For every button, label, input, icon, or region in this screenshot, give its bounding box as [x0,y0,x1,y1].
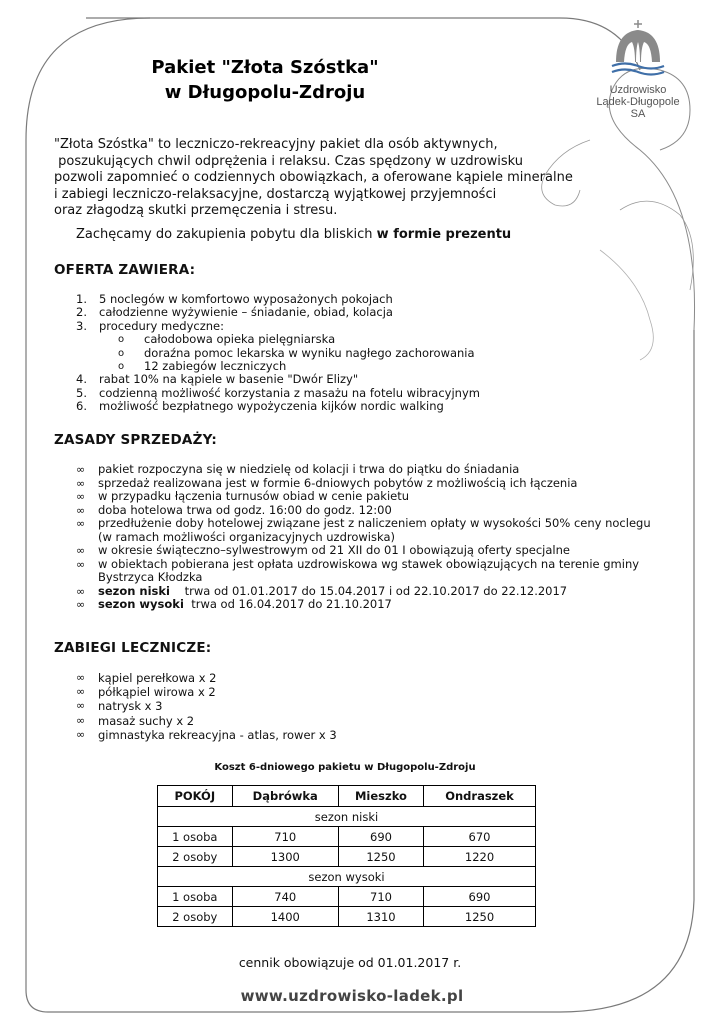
list-item [76,728,337,742]
table-row [158,887,536,907]
intro-line: pozwoli zapomnieć o codziennych obowiązkach, a oferowane kąpiele mineralne [54,170,573,185]
infinity-bullet-icon: ∞ [76,517,86,530]
list-item [76,293,480,306]
season-row [158,867,536,887]
table-cell: 740 [232,887,338,907]
table-cell: 690 [338,827,423,847]
price-validity-note: cennik obowiązuje od 01.01.2017 r. [238,955,462,970]
company-logo [590,18,686,120]
table-cell: 1310 [338,907,423,927]
intro-line: "Złota Szóstka" to leczniczo-rekreacyjny pakiet dla osób aktywnych, [54,137,498,152]
price-table-caption: Koszt 6-dniowego pakietu w Długopolu-Zdroju [214,762,476,773]
table-cell: 1400 [232,907,338,927]
item-text: trwa od 16.04.2017 do 21.10.2017 [183,597,392,611]
infinity-bullet-icon: ∞ [76,557,86,571]
invite-text: Zachęcamy do zakupienia pobytu dla bliskich [76,227,377,242]
item-text: procedury medyczne: [99,318,224,333]
header-cell: Mieszko [338,786,423,807]
list-item [76,699,337,713]
sub-bullet-icon: o [118,347,125,359]
season-high-label: sezon wysoki [98,597,184,611]
infinity-bullet-icon: ∞ [76,671,86,684]
rules-heading: ZASADY SPRZEDAŻY: [54,432,217,448]
gift-invitation [76,227,511,242]
invite-bold-text: w formie prezentu [376,227,512,242]
infinity-bullet-icon: ∞ [76,503,86,517]
table-cell: 2 osoby [158,847,233,867]
list-item [76,400,480,413]
table-cell: 670 [424,827,536,847]
infinity-bullet-icon: ∞ [76,685,86,699]
website-link[interactable]: www.uzdrowisko-ladek.pl [240,987,464,1005]
sub-bullet-icon: o [118,361,125,373]
table-cell: 1250 [424,907,536,927]
price-table [157,785,536,927]
treatments-list [76,671,337,742]
infinity-bullet-icon: ∞ [76,713,86,727]
list-item [76,387,480,400]
infinity-bullet-icon: ∞ [76,584,86,598]
table-cell: 1220 [424,847,536,867]
title-line-1: Pakiet "Złota Szóstka" [151,57,379,78]
table-cell: 2 osoby [158,907,233,927]
offer-heading: OFERTA ZAWIERA: [54,262,196,278]
intro-line: oraz złagodzą skutki przemęczenia i stresu. [54,203,338,218]
item-number: 4. [76,372,87,387]
item-text: natrysk x 3 [98,699,163,714]
sub-item-text: doraźna pomoc lekarska w wyniku nagłego zachorowania [144,345,475,360]
item-text: rabat 10% na kąpiele w basenie "Dwór Elizy" [99,372,359,387]
item-text: w obiektach pobierana jest opłata uzdrowiskowa wg stawek obowiązujących na terenie gminy [98,556,640,571]
table-row [158,827,536,847]
item-text: w przypadku łączenia turnusów obiad w cenie pakietu [98,489,410,503]
item-text: trwa od 01.01.2017 do 15.04.2017 i od 22.10.2017 do 22.12.2017 [170,583,568,598]
item-text: masaż suchy x 2 [98,713,195,728]
sub-bullet-icon: o [118,334,125,346]
item-number: 5. [76,385,87,400]
infinity-bullet-icon: ∞ [76,490,86,503]
item-text: całodzienne wyżywienie – śniadanie, obiad, kolacja [99,305,393,320]
item-continuation: (w ramach możliwości organizacyjnych uzdrowiska) [98,529,395,544]
season-low-label: sezon niski [98,583,170,598]
item-text: przedłużenie doby hotelowej związane jest z naliczeniem opłaty w wysokości 50% ceny noclegu [98,516,651,530]
list-item [76,463,651,477]
table-cell: 710 [232,827,338,847]
item-text: pakiet rozpoczyna się w niedzielę od kolacji i trwa do piątku do śniadania [98,462,520,476]
sub-list-item [76,360,480,373]
list-item [76,517,651,531]
list-item [76,320,480,333]
intro-line: poszukujących chwil odprężenia i relaksu. Czas spędzony w uzdrowisku [54,153,523,169]
item-text: półkąpiel wirowa x 2 [98,685,216,700]
season-row [158,807,536,827]
table-cell: 1250 [338,847,423,867]
table-cell: 690 [424,887,536,907]
table-header-row [158,786,536,807]
list-item [76,490,651,504]
item-continuation: Bystrzyca Kłodzka [98,570,203,584]
sub-list-item [76,347,480,360]
offer-list [76,293,480,414]
item-number: 1. [76,292,87,306]
header-cell: Ondraszek [424,786,536,807]
table-cell: 1 osoba [158,827,233,847]
list-item [76,598,651,612]
list-item [76,585,651,599]
list-item [76,477,651,491]
infinity-bullet-icon: ∞ [76,598,86,611]
logo-line-1: Uzdrowisko [609,84,667,96]
season-high-cell: sezon wysoki [158,867,536,887]
list-item [76,544,651,558]
infinity-bullet-icon: ∞ [76,476,86,490]
list-item [76,714,337,728]
table-cell: 1 osoba [158,887,233,907]
infinity-bullet-icon: ∞ [76,727,86,741]
sub-list-item [76,333,480,346]
header-cell: Dąbrówka [232,786,338,807]
table-row [158,847,536,867]
item-text: możliwość bezpłatnego wypożyczenia kijków nordic walking [99,399,444,414]
page-title [130,55,400,105]
intro-paragraph [54,137,574,220]
list-item [76,558,651,572]
item-text: kąpiel perełkowa x 2 [98,671,217,685]
infinity-bullet-icon: ∞ [76,699,86,713]
season-low-cell: sezon niski [158,807,536,827]
logo-line-2: Lądek-Długopole SA [596,96,680,120]
treatments-heading: ZABIEGI LECZNICZE: [54,640,212,656]
item-text: codzienną możliwość korzystania z masażu na fotelu wibracyjnym [99,385,480,400]
intro-line: i zabiegi leczniczo-relaksacyjne, dostarczą wyjątkowej przyjemności [54,186,497,202]
sub-item-text: całodobowa opieka pielęgniarska [144,332,336,347]
table-cell: 710 [338,887,423,907]
item-number: 6. [76,399,87,414]
item-text: 5 noclegów w komfortowo wyposażonych pokojach [99,292,393,306]
item-text: w okresie świąteczno–sylwestrowym od 21 XII do 01 I obowiązują oferty specjalne [98,543,570,557]
list-item [76,671,337,685]
item-number: 3. [76,318,87,333]
list-item [76,306,480,319]
sub-item-text: 12 zabiegów leczniczych [144,359,287,374]
item-number: 2. [76,305,87,320]
table-row [158,907,536,927]
spa-dome-logo-icon [608,18,668,80]
table-cell: 1300 [232,847,338,867]
infinity-bullet-icon: ∞ [76,463,86,476]
header-cell: POKÓJ [158,786,233,807]
title-line-2: w Długopolu-Zdroju [164,82,366,103]
list-item [76,685,337,699]
list-item [76,373,480,386]
list-item [76,504,651,518]
item-text: doba hotelowa trwa od godz. 16:00 do godz. 12:00 [98,502,392,517]
rules-list [76,463,651,612]
item-text: gimnastyka rekreacyjna - atlas, rower x 3 [98,727,337,742]
item-text: sprzedaż realizowana jest w formie 6-dniowych pobytów z możliwością ich łączenia [98,475,578,490]
infinity-bullet-icon: ∞ [76,544,86,557]
